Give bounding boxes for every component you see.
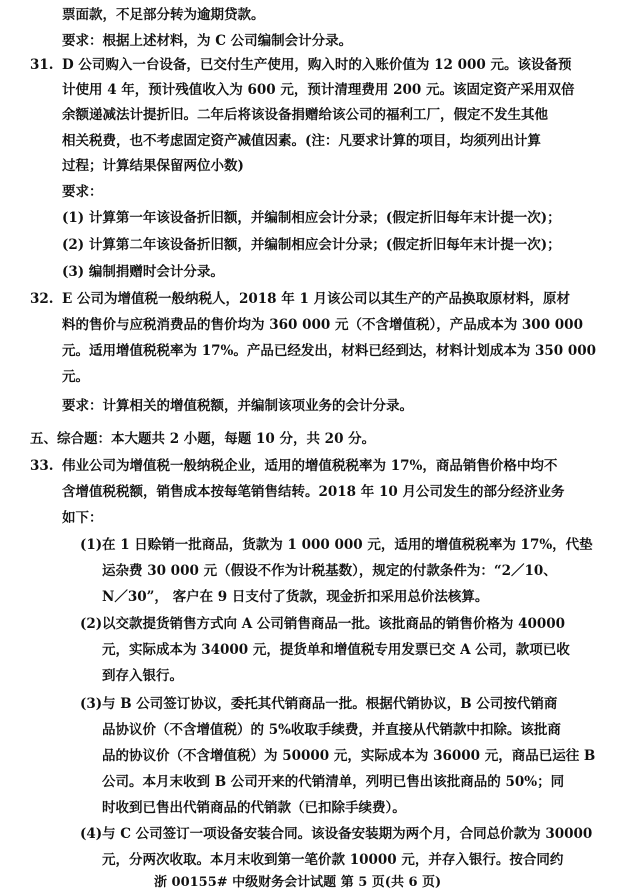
text-line: 如下：: [62, 510, 103, 526]
item-line: 元，分两次收取。本月末收到第一笔价款 10000 元，并存入银行。按合同约: [102, 852, 564, 868]
text-line: 过程；计算结果保留两位小数): [62, 158, 244, 174]
requirement-item: (3) 编制捐赠时会计分录。: [62, 264, 224, 280]
text-line: 含增值税税额，销售成本按每笔销售结转。2018 年 10 月公司发生的部分经济业务: [62, 484, 565, 500]
question-number: 33.: [30, 458, 54, 474]
item-line: 时收到已售出代销商品的代销款（已扣除手续费）。: [102, 800, 406, 816]
requirement-item: (2) 计算第二年该设备折旧额，并编制相应会计分录；(假定折旧每年末计提一次)；: [62, 237, 561, 253]
item-line: 与 C 公司签订一项设备安装合同。该设备安装期为两个月，合同总价款为 30000: [102, 826, 593, 842]
item-label: (1): [80, 537, 103, 553]
question-number: 31.: [30, 57, 54, 73]
item-line: 以交款提货销售方式向 A 公司销售商品一批。该批商品的销售价格为 40000: [102, 616, 566, 632]
item-line: 元，实际成本为 34000 元，提货单和增值税专用发票已交 A 公司，款项已收: [102, 642, 570, 658]
text-line: 计使用 4 年，预计残值收入为 600 元，预计清理费用 200 元。该固定资产采用双倍: [62, 82, 575, 98]
page-footer: 浙 00155# 中级财务会计试题 第 5 页(共 6 页): [154, 875, 442, 890]
text-line: 元。适用增值税税率为 17%。产品已经发出，材料已经到达，材料计划成本为 350 000: [62, 343, 597, 359]
requirement-line: 要求：根据上述材料，为 C 公司编制会计分录。: [62, 33, 353, 49]
item-line: 在 1 日赊销一批商品，货款为 1 000 000 元，适用的增值税税率为 17%，代垫: [102, 537, 593, 553]
text-line: 伟业公司为增值税一般纳税企业，适用的增值税税率为 17%，商品销售价格中均不: [62, 458, 558, 474]
item-line: 品的协议价（不含增值税）为 50000 元，实际成本为 36000 元，商品已运往 B: [102, 748, 596, 764]
requirement-line: 要求：计算相关的增值税额，并编制该项业务的会计分录。: [62, 398, 413, 414]
item-line: 品协议价（不含增值税）的 5%收取手续费，并直接从代销款中扣除。该批商: [102, 722, 561, 738]
text-line: 票面款，不足部分转为逾期贷款。: [62, 7, 265, 23]
requirement-label: 要求：: [62, 184, 103, 200]
text-line: E 公司为增值税一般纳税人，2018 年 1 月该公司以其生产的产品换取原材料，原材: [62, 291, 571, 307]
text-line: D 公司购入一台设备，已交付生产使用，购入时的入账价值为 12 000 元。该设备预: [62, 57, 572, 73]
question-number: 32.: [30, 291, 54, 307]
section-heading: 五、综合题：本大题共 2 小题，每题 10 分，共 20 分。: [30, 431, 376, 447]
item-line: 公司。本月末收到 B 公司开来的代销清单，列明已售出该批商品的 50%；同: [102, 774, 565, 790]
item-label: (4): [80, 826, 103, 842]
requirement-item: (1) 计算第一年该设备折旧额，并编制相应会计分录；(假定折旧每年末计提一次)；: [62, 210, 561, 226]
text-line: 余额递减法计提折旧。二年后将该设备捐赠给该公司的福利工厂，假定不发生其他: [62, 107, 548, 123]
item-line: 与 B 公司签订协议，委托其代销商品一批。根据代销协议，B 公司按代销商: [102, 696, 558, 712]
text-line: 相关税费，也不考虑固定资产减值因素。(注：凡要求计算的项目，均须列出计算: [62, 133, 541, 149]
item-label: (2): [80, 616, 103, 632]
item-label: (3): [80, 696, 103, 712]
item-line: N／30”， 客户在 9 日支付了货款，现金折扣采用总价法核算。: [102, 589, 489, 605]
item-line: 运杂费 30 000 元（假设不作为计税基数），规定的付款条件为：“2／10、: [102, 563, 557, 579]
text-line: 料的售价与应税消费品的售价均为 360 000 元（不含增值税），产品成本为 300 000: [62, 317, 583, 333]
text-line: 元。: [62, 369, 89, 385]
item-line: 到存入银行。: [102, 668, 183, 684]
